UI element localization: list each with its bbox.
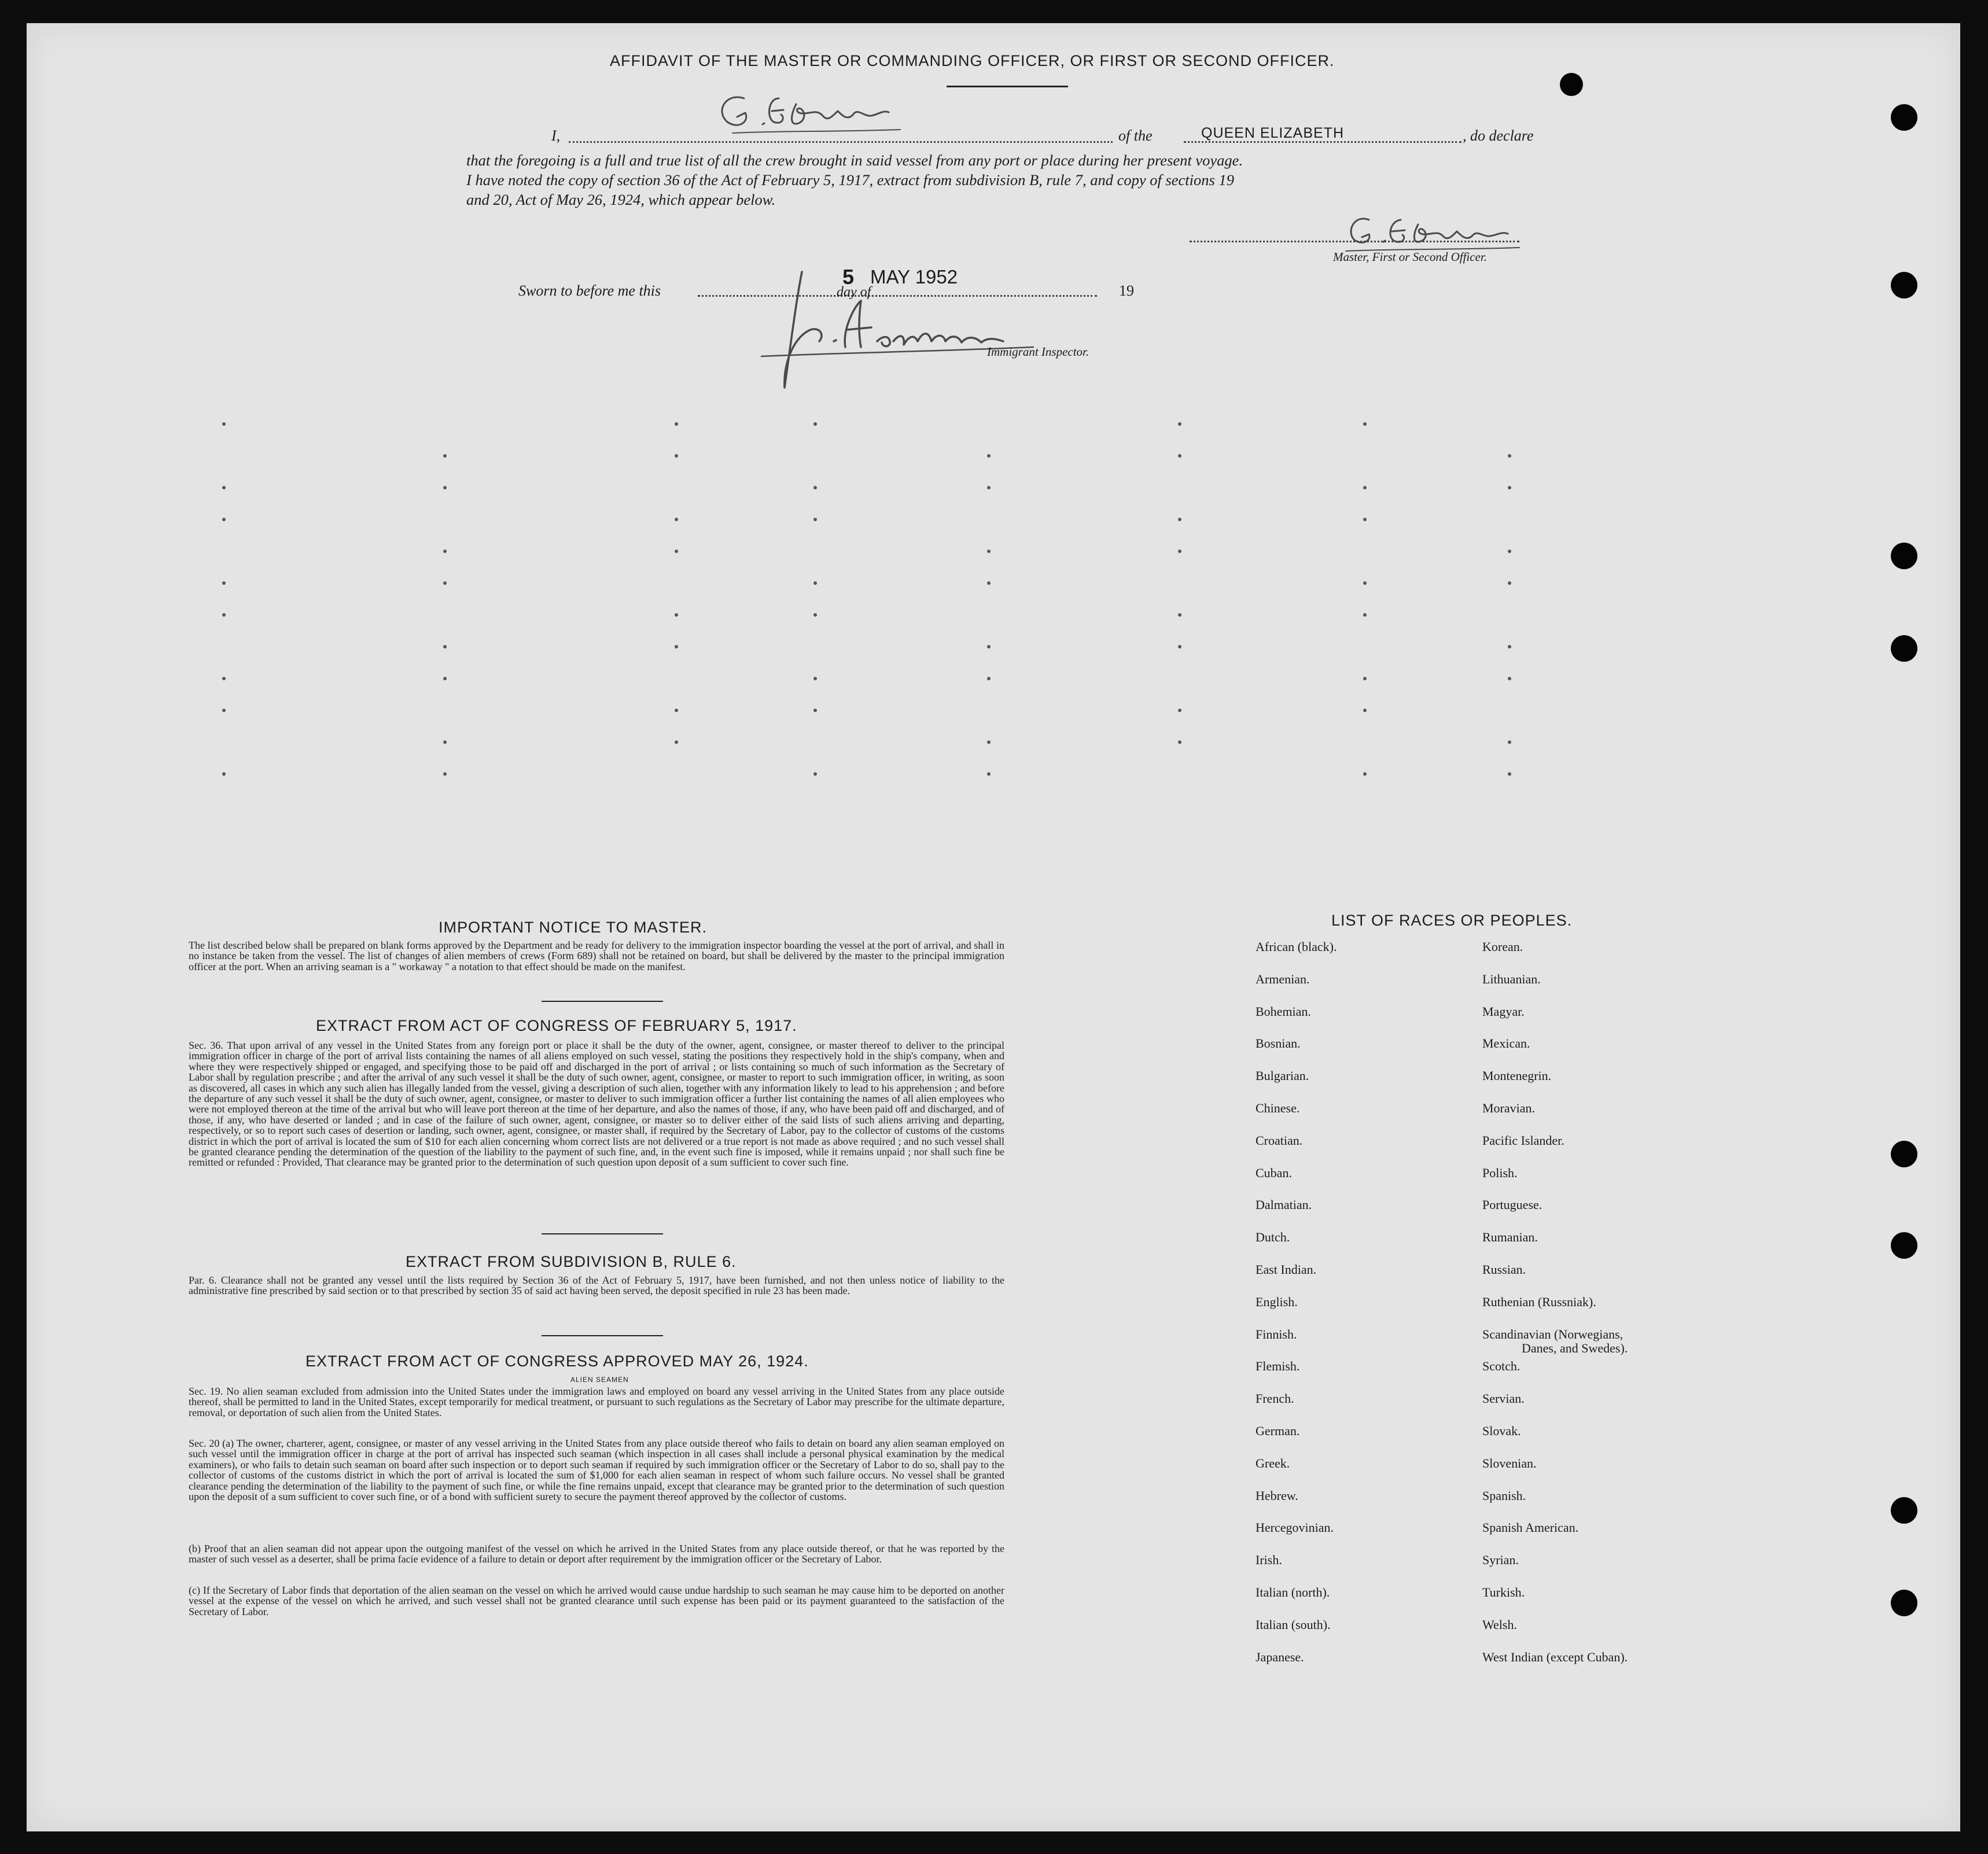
dot-mark	[675, 645, 678, 648]
dot-mark	[443, 740, 447, 744]
dot-mark	[813, 422, 817, 426]
dot-mark	[675, 613, 678, 617]
punch-hole	[1891, 104, 1917, 131]
race-item: Syrian.	[1482, 1553, 1519, 1568]
race-item: Cuban.	[1256, 1165, 1292, 1180]
sworn-label: Sworn to before me this	[518, 282, 661, 299]
do-declare-label: , do declare	[1463, 127, 1534, 144]
dot-mark	[1508, 454, 1511, 458]
race-item: English.	[1256, 1294, 1298, 1309]
affidavit-line2: that the foregoing is a full and true list of all the crew brought in said vessel from any port or place during her present voyage.	[466, 152, 1243, 169]
dot-mark	[1178, 613, 1181, 617]
date-stamp-month-year: MAY 1952	[870, 266, 958, 288]
dot-mark	[443, 677, 447, 680]
dot-mark	[1508, 486, 1511, 489]
dot-mark	[222, 518, 226, 521]
dot-mark	[1508, 581, 1511, 585]
intro-i: I,	[551, 127, 561, 144]
dot-mark	[1363, 613, 1367, 617]
race-item: Bosnian.	[1256, 1036, 1301, 1051]
races-title: LIST OF RACES OR PEOPLES.	[1331, 912, 1573, 929]
vessel-name: QUEEN ELIZABETH	[1201, 125, 1344, 141]
race-item: Montenegrin.	[1482, 1068, 1552, 1083]
race-item: Moravian.	[1482, 1101, 1536, 1115]
race-item: Finnish.	[1256, 1326, 1297, 1341]
notice-body: The list described below shall be prepared on blank forms approved by the Department and be ready for delivery to the immigration inspector boarding the vessel at the port of arrival, and shall in no instance be taken from the vessel. The list of changes of alien members of crews (Form 689) shall not be retained on board, but shall be delivered by the master to the principal immigration officer at the port. When an arriving seaman is a " workaway " a notation to that effect should be made on the manifest.	[189, 939, 1004, 972]
dot-mark	[675, 709, 678, 712]
affidavit-line4: and 20, Act of May 26, 1924, which appear below.	[466, 191, 776, 208]
race-item: Korean.	[1482, 939, 1523, 954]
punch-hole	[1891, 272, 1917, 298]
dot-mark	[443, 550, 447, 553]
of-the-label: of the	[1118, 127, 1153, 144]
dot-mark	[987, 645, 991, 648]
race-item: Portuguese.	[1482, 1197, 1542, 1212]
dot-mark	[813, 486, 817, 489]
extract-1917-title: EXTRACT FROM ACT OF CONGRESS OF FEBRUARY 5, 1917.	[316, 1017, 797, 1034]
dot-mark	[1508, 550, 1511, 553]
punch-hole	[1891, 543, 1917, 569]
race-item: Bulgarian.	[1256, 1068, 1309, 1083]
punch-hole	[1891, 1232, 1917, 1259]
dot-mark	[1363, 709, 1367, 712]
dot-mark	[222, 486, 226, 489]
dot-mark	[1178, 709, 1181, 712]
race-item: Flemish.	[1256, 1359, 1300, 1374]
race-item: Hebrew.	[1256, 1488, 1298, 1503]
day-of-label: day of	[837, 285, 871, 300]
dot-mark	[222, 772, 226, 776]
dot-mark	[987, 550, 991, 553]
dot-mark	[222, 422, 226, 426]
vessel-line	[1184, 141, 1461, 143]
master-name-signature	[709, 81, 929, 145]
manifest-page	[27, 23, 1960, 1831]
inspector-caption: Immigrant Inspector.	[987, 345, 1089, 359]
dot-mark	[222, 709, 226, 712]
dot-mark	[443, 454, 447, 458]
dot-mark	[1178, 550, 1181, 553]
dot-mark	[1508, 740, 1511, 744]
race-item: Dutch.	[1256, 1230, 1290, 1245]
race-item: Chinese.	[1256, 1101, 1300, 1115]
punch-hole	[1560, 73, 1583, 96]
dot-mark	[1363, 422, 1367, 426]
race-item: Hercegovinian.	[1256, 1520, 1334, 1535]
dot-mark	[675, 454, 678, 458]
date-stamp-day: 5	[842, 265, 855, 289]
year-prefix: 19	[1119, 282, 1134, 299]
dot-mark	[1508, 772, 1511, 776]
extract-1924-sec20b: (b) Proof that an alien seaman did not appear upon the outgoing manifest of the vessel on which he arrived in the United States from any place outside thereof, or that he was reported by the master of such vessel as a deserter, shall be prima facie evidence of a failure to detain or deport after requirement by the immigration officer or the Secretary of Labor.	[189, 1543, 1004, 1565]
race-item: East Indian.	[1256, 1262, 1317, 1277]
dot-mark	[987, 677, 991, 680]
title-underline	[947, 86, 1068, 87]
race-item: Ruthenian (Russniak).	[1482, 1294, 1596, 1309]
dot-mark	[987, 486, 991, 489]
punch-hole	[1891, 1497, 1917, 1524]
dot-mark	[675, 422, 678, 426]
dot-mark	[813, 709, 817, 712]
extract-1924-sec19: Sec. 19. No alien seaman excluded from admission into the United States under the immigration laws and employed on board any vessel arriving in the United States from any place outside thereof, shall be permitted to land in the United States, except temporarily for medical treatment, or pursuant to such regulations as the Secretary of Labor may prescribe for the ultimate departure, removal, or deportation of such alien from the United States.	[189, 1385, 1004, 1418]
extract-1924-subtitle: ALIEN SEAMEN	[570, 1376, 629, 1384]
dot-mark	[813, 772, 817, 776]
affidavit-line3: I have noted the copy of section 36 of the Act of February 5, 1917, extract from subdivision B, rule 7, and copy of sections 19	[466, 171, 1234, 189]
race-item: Italian (south).	[1256, 1617, 1331, 1632]
race-item: Dalmatian.	[1256, 1197, 1312, 1212]
dot-mark	[443, 581, 447, 585]
dot-mark	[987, 454, 991, 458]
dot-mark	[1363, 581, 1367, 585]
dot-mark	[1178, 740, 1181, 744]
dot-mark	[1363, 772, 1367, 776]
dot-mark	[1178, 645, 1181, 648]
dot-mark	[813, 581, 817, 585]
race-item: Lithuanian.	[1482, 971, 1541, 986]
extract-rule6-body: Par. 6. Clearance shall not be granted any vessel until the lists required by Section 36 of the Act of February 5, 1917, have been furnished, and not then unless notice of liability to the administrative fine prescribed by said section or to that prescribed by section 35 of said act having been served, the deposit specified in rule 23 has been made.	[189, 1274, 1004, 1297]
extract-1917-divider	[542, 1233, 663, 1234]
extract-1924-sec20a: Sec. 20 (a) The owner, charterer, agent, consignee, or master of any vessel arriving in the United States from any place outside thereof who fails to detain on board any alien seaman employed on such vessel until the immigration officer in charge at the port of arrival has inspected such seaman (which inspection in all cases shall include a personal physical examination by the medical examiners), or who fails to detain such seaman on board after such inspection or to deport such seaman if required by such immigration officer or the Secretary of Labor to do so, shall pay to the collector of customs of the customs district in which the port of arrival is located the sum of $1,000 for each alien seaman in respect of whom such failure occurs. No vessel shall be granted clearance pending the determination of the liability to the payment of such fine, or while the fine remains unpaid, except that clearance may be granted prior to the determination of such question upon the deposit of a sum sufficient to cover such fine, or of a bond with sufficient surety to secure the payment thereof approved by the collector of customs.	[189, 1438, 1004, 1503]
race-item: Polish.	[1482, 1165, 1518, 1180]
punch-hole	[1891, 1141, 1917, 1167]
dot-mark	[987, 581, 991, 585]
notice-divider	[542, 1001, 663, 1002]
race-item: Servian.	[1482, 1391, 1525, 1406]
dot-mark	[1363, 518, 1367, 521]
affidavit-title: AFFIDAVIT OF THE MASTER OR COMMANDING OFFICER, OR FIRST OR SECOND OFFICER.	[610, 52, 1335, 69]
race-item: French.	[1256, 1391, 1294, 1406]
inspector-signature-text: J.H.Anderson	[710, 289, 714, 290]
punch-hole	[1891, 635, 1917, 662]
race-item: Slovak.	[1482, 1424, 1521, 1438]
extract-rule6-divider	[542, 1335, 663, 1336]
race-item: Pacific Islander.	[1482, 1133, 1564, 1148]
punch-hole	[1891, 1590, 1917, 1616]
dot-mark	[443, 645, 447, 648]
master-caption: Master, First or Second Officer.	[1333, 250, 1487, 264]
race-item: Armenian.	[1256, 971, 1310, 986]
race-item: Scandinavian (Norwegians,	[1482, 1326, 1623, 1341]
dot-mark	[813, 613, 817, 617]
dot-mark	[443, 772, 447, 776]
dot-mark	[222, 613, 226, 617]
master-signature-text: G.E.Crove	[1301, 243, 1304, 244]
race-item: Croatian.	[1256, 1133, 1303, 1148]
race-item: Scotch.	[1482, 1359, 1521, 1374]
extract-1917-body: Sec. 36. That upon arrival of any vessel in the United States from any foreign port or place it shall be the duty of the owner, agent, consignee, or master thereof to deliver to the principal immigration officer in charge of the port of arrival lists containing the names of all aliens employed on such vessel, stating the positions they respectively hold in the ship's company, when and where they were respectively shipped or engaged, and specifying those to be paid off and discharged in the port of arrival ; or lists containing so much of such information as the Secretary of Labor shall by regulation prescribe ; and after the arrival of any such vessel it shall be the duty of such owner, agent, consignee, or master to report to such immigration officer, in writing, as soon as discovered, all cases in which any such alien has illegally landed from the vessel, giving a description of such alien, together with any information likely to lead to his apprehension ; and before the departure of any such vessel it shall be the duty of such owner, agent, consignee, or master to deliver to such immigration officer a further list containing the names of all alien employees who were not employed thereon at the time of the arrival but who will leave port thereon at the time of her departure, and also the names of those, if any, who have been paid off and discharged, and of those, if any, who have deserted or landed ; and in case of the failure of such owner, agent, consignee, or master so to deliver either of the said lists of such aliens arriving and departing, respectively, or so to report such cases of desertion or landing, such owner, agent, consignee, or master shall, if required by the Secretary of Labor, pay to the collector of customs of the customs district in which the port of arrival is located the sum of $10 for each alien concerning whom correct lists are not delivered or a true report is not made as above required ; and no such vessel shall be granted clearance pending the determination of the question of the liability to the payment of such fine, and, in the event such fine is imposed, while it remains unpaid ; nor shall such fine be remitted or refunded : Provided, That clearance may be granted prior to the determination of such question upon deposit of a sum sufficient to cover such fine.	[189, 1040, 1004, 1169]
race-item: Rumanian.	[1482, 1230, 1538, 1245]
race-item: Magyar.	[1482, 1004, 1525, 1019]
dot-mark	[675, 518, 678, 521]
extract-1924-title: EXTRACT FROM ACT OF CONGRESS APPROVED MAY 26, 1924.	[305, 1352, 809, 1370]
race-item: Bohemian.	[1256, 1004, 1311, 1019]
race-item: Slovenian.	[1482, 1455, 1537, 1470]
race-item: Spanish.	[1482, 1488, 1526, 1503]
dot-mark	[1508, 645, 1511, 648]
race-item: West Indian (except Cuban).	[1482, 1649, 1628, 1664]
master-signature-line	[1190, 241, 1519, 242]
extract-1924-sec20c: (c) If the Secretary of Labor finds that deportation of the alien seaman on the vessel on which he arrived would cause undue hardship to such seaman he may cause him to be deported on another vessel at the expense of the vessel on which he arrived, and such vessel shall not be granted clearance until such expense has been paid or its payment guaranteed to the satisfaction of the Secretary of Labor.	[189, 1584, 1004, 1617]
dot-mark	[987, 740, 991, 744]
dot-mark	[1178, 422, 1181, 426]
race-item: German.	[1256, 1424, 1300, 1438]
dot-mark	[813, 677, 817, 680]
race-scandinavian-cont: Danes, and Swedes).	[1522, 1341, 1628, 1355]
dot-mark	[1508, 677, 1511, 680]
dot-mark	[1178, 454, 1181, 458]
race-item: Russian.	[1482, 1262, 1526, 1277]
dot-mark	[222, 677, 226, 680]
race-item: Welsh.	[1482, 1617, 1517, 1632]
dot-mark	[1363, 677, 1367, 680]
race-item: Greek.	[1256, 1455, 1290, 1470]
race-item: Irish.	[1256, 1553, 1282, 1568]
dot-mark	[987, 772, 991, 776]
dot-mark	[1363, 486, 1367, 489]
dot-mark	[813, 518, 817, 521]
extract-rule6-title: EXTRACT FROM SUBDIVISION B, RULE 6.	[406, 1253, 737, 1270]
race-item: Mexican.	[1482, 1036, 1530, 1051]
race-item: Turkish.	[1482, 1585, 1525, 1599]
dot-mark	[1178, 518, 1181, 521]
dot-mark	[222, 581, 226, 585]
race-item: Italian (north).	[1256, 1585, 1330, 1599]
race-item: Japanese.	[1256, 1649, 1304, 1664]
race-item: Spanish American.	[1482, 1520, 1579, 1535]
dot-mark	[443, 486, 447, 489]
race-item: African (black).	[1256, 939, 1337, 954]
dot-mark	[675, 740, 678, 744]
notice-title: IMPORTANT NOTICE TO MASTER.	[439, 919, 708, 936]
dot-mark	[675, 550, 678, 553]
inspector-signature	[709, 255, 1091, 405]
